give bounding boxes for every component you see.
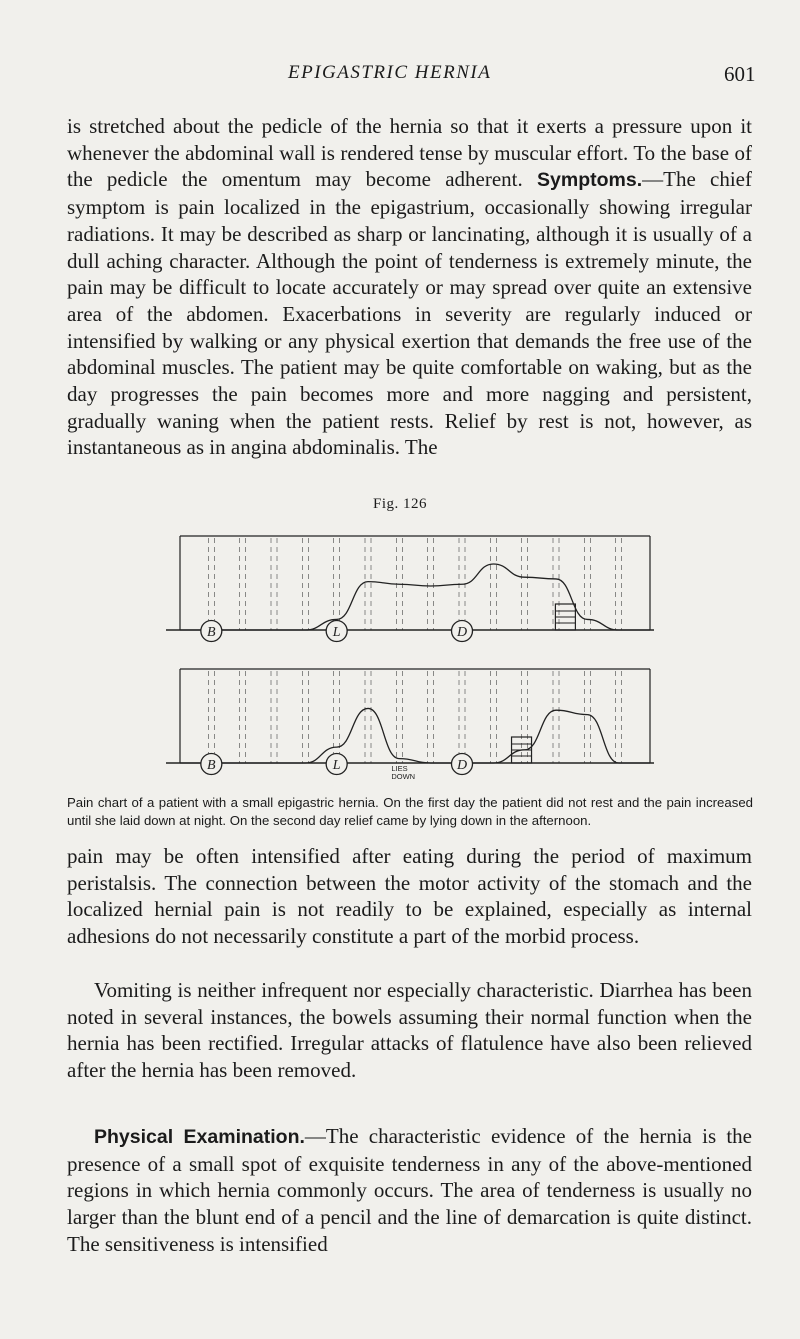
- pain-curve: [180, 564, 650, 630]
- meal-marker-b: [201, 621, 222, 642]
- paragraph-physical-examination: [67, 1123, 752, 1258]
- bed-icon: [555, 604, 575, 630]
- running-head: [0, 62, 800, 92]
- page-number: 601: [724, 62, 756, 86]
- paragraph-text: —The characteristic evidence of the hernia is the presence of a small spot of exquisite tenderness in any of the above-mentioned regions in which hernia commonly occurs. The area of tenderness is usually no larger than the blunt end of a pencil and the line of demarcation is quite distinct. The sensitiveness is intensified: [67, 1124, 753, 1256]
- paragraph-vomiting: Vomiting is neither infrequent nor especially characteristic. Diarrhea has been noted in several instances, the bowels assuming their normal function when the hernia has been rectified. Irregular attacks of flatulence have also been relieved after the hernia has been removed.: [67, 978, 752, 1083]
- meal-marker-label: L: [332, 758, 341, 773]
- paragraph-peristalsis: pain may be often intensified after eating during the period of maximum peristalsis. The connection between the motor activity of the stomach and the localized hernial pain is not readily to be explained, especially as internal adhesions do not necessarily constitute a part of the morbid process.: [67, 844, 752, 949]
- meal-marker-b: [201, 754, 222, 775]
- figure-label: Fig. 126: [372, 496, 427, 512]
- paragraph-symptoms: [67, 113, 752, 461]
- chart-annotation-line: DOWN: [391, 772, 416, 781]
- pain-chart-day-2: [150, 655, 660, 785]
- meal-marker-d: [452, 754, 473, 775]
- meal-marker-label: D: [456, 625, 468, 640]
- meal-marker-l: [326, 754, 347, 775]
- section-run-head-physical-examination: Physical Examination.: [94, 1126, 305, 1148]
- pain-chart-day-1: [150, 522, 660, 652]
- bed-icon: [512, 737, 532, 763]
- section-run-head-symptoms: Symptoms.: [537, 169, 643, 192]
- meal-marker-label: B: [207, 625, 216, 640]
- paragraph-text: —The chief symptom is pain localized in the epigastrium, occasionally showing irregular radiations. It may be described as sharp or lancinating, although it is usually of a dull aching character. Although the point of tenderness is extremely minute, the pain may be difficult to locate accurately or may spread over quite an extensive area of the abdomen. Exacerbations in severity are regularly induced or intensified by walking or any physical exertion that demands the free use of the abdominal muscles. The patient may be quite comfortable on waking, but as the day progresses the pain becomes more and more nagging and persistent, gradually waning when the patient rests. Relief by rest is not, however, as instantaneous as in angina abdominalis. The: [67, 167, 752, 460]
- chart-annotation: [391, 764, 415, 781]
- meal-marker-label: D: [456, 758, 468, 773]
- meal-marker-label: L: [332, 625, 341, 640]
- meal-marker-l: [326, 621, 347, 642]
- chart-annotation-line: LIES: [391, 764, 408, 773]
- meal-marker-d: [452, 621, 473, 642]
- figure-caption: Pain chart of a patient with a small epigastric hernia. On the first day the patient did not rest and the pain increased until she laid down at night. On the second day relief came by lying down in the afternoon.: [67, 795, 753, 828]
- running-title: EPIGASTRIC HERNIA: [288, 62, 492, 83]
- meal-marker-label: B: [207, 758, 216, 773]
- paragraph-text: is stretched about the pedicle of the hernia so that it exerts a pressure upon it whenever the abdominal wall is rendered tense by muscular effort. To the base of the pedicle the omentum may become adherent.: [67, 114, 752, 192]
- pain-curve: [180, 708, 650, 763]
